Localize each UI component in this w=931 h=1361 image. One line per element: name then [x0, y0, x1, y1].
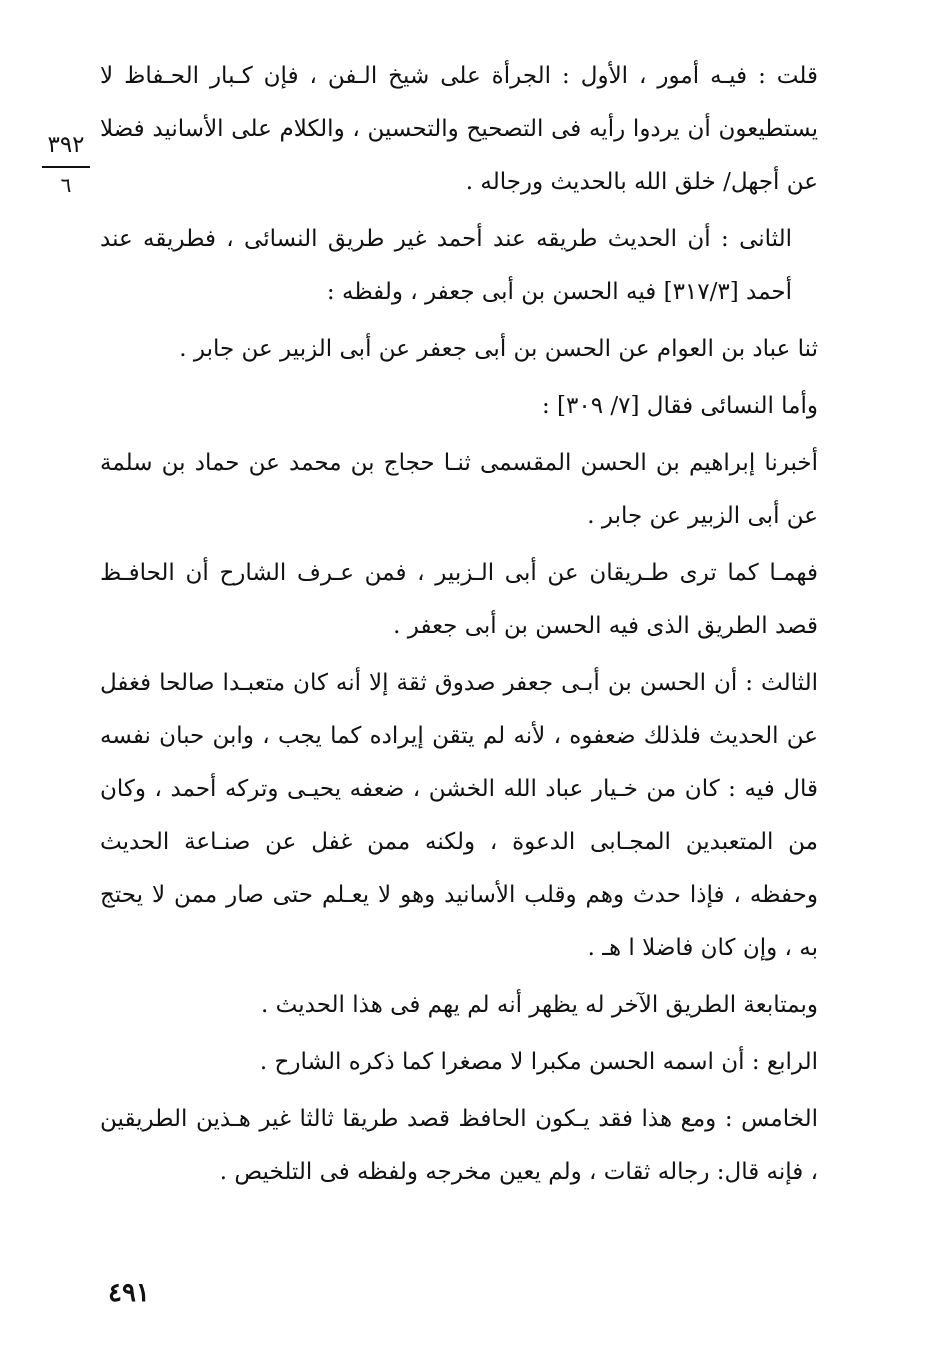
- paragraph-9: الرابع : أن اسمه الحسن مكبرا لا مصغرا كما ذكره الشارح .: [259, 1049, 818, 1075]
- paragraph-8: وبمتابعة الطريق الآخر له يظهر أنه لم يهم فى هذا الحديث .: [261, 992, 818, 1018]
- paragraph-10: الخامس : ومع هذا فقد يـكون الحافظ قصد طريقا ثالثا غير هـذين الطريقين ، فإنه قال: رجاله ثقات ، ولم يعين مخرجه ولفظه فى التلخيص .: [100, 1106, 818, 1185]
- paragraph-5: أخبرنا إبراهيم بن الحسن المقسمى ثنـا حجاج بن محمد عن حماد بن سلمة عن أبى الزبير عن جابر .: [100, 450, 818, 529]
- margin-line-ref: ٦: [60, 173, 72, 197]
- paragraph-4: وأما النسائى فقال [٧/ ٣٠٩] :: [541, 393, 818, 419]
- body-text: [100, 50, 818, 1203]
- margin-reference: [40, 128, 92, 198]
- margin-divider: [42, 166, 90, 168]
- paragraph-7: الثالث : أن الحسن بن أبـى جعفر صدوق ثقة إلا أنه كان متعبـدا صالحا فغفل عن الحديث فلذلك ضعفوه ، لأنه لم يتقن إيراده كما يجب ، وابن حبان نفسه قال فيه : كان من خـيار عباد الله الخشن ، ضعفه يحيـى وتركه أحمد ، وكان من المتعبدين المجـابى الدعوة ، ولكنه ممن غفل عن صنـاعة الحديث وحفظه ، فإذا حدث وهم وقلب الأسانيد وهو لا يعـلم حتى صار ممن لا يحتج به ، وإن كان فاضلا ا هـ .: [100, 670, 818, 961]
- paragraph-2: الثانى : أن الحديث طريقه عند أحمد غير طريق النسائى ، فطريقه عند أحمد [٣١٧/٣] فيه الحسن بن أبى جعفر ، ولفظه :: [100, 226, 792, 305]
- paragraph-3: ثنا عباد بن العوام عن الحسن بن أبى جعفر عن أبى الزبير عن جابر .: [179, 336, 818, 362]
- paragraph-6: فهمـا كما ترى طـريقان عن أبى الـزبير ، فمن عـرف الشارح أن الحافـظ قصد الطريق الذى فيه الحسن بن أبى جعفر .: [100, 560, 818, 639]
- page-number: ٤٩١: [108, 1278, 150, 1308]
- margin-volume-page: ٣٩٢: [47, 132, 85, 158]
- paragraph-1: قلت : فيـه أمور ، الأول : الجرأة على شيخ الـفن ، فإن كـبار الحـفاظ لا يستطيعون أن يردوا رأيه فى التصحيح والتحسين ، والكلام على الأسانيد فضلا عن أجهل/ خلق الله بالحديث ورجاله .: [100, 63, 818, 195]
